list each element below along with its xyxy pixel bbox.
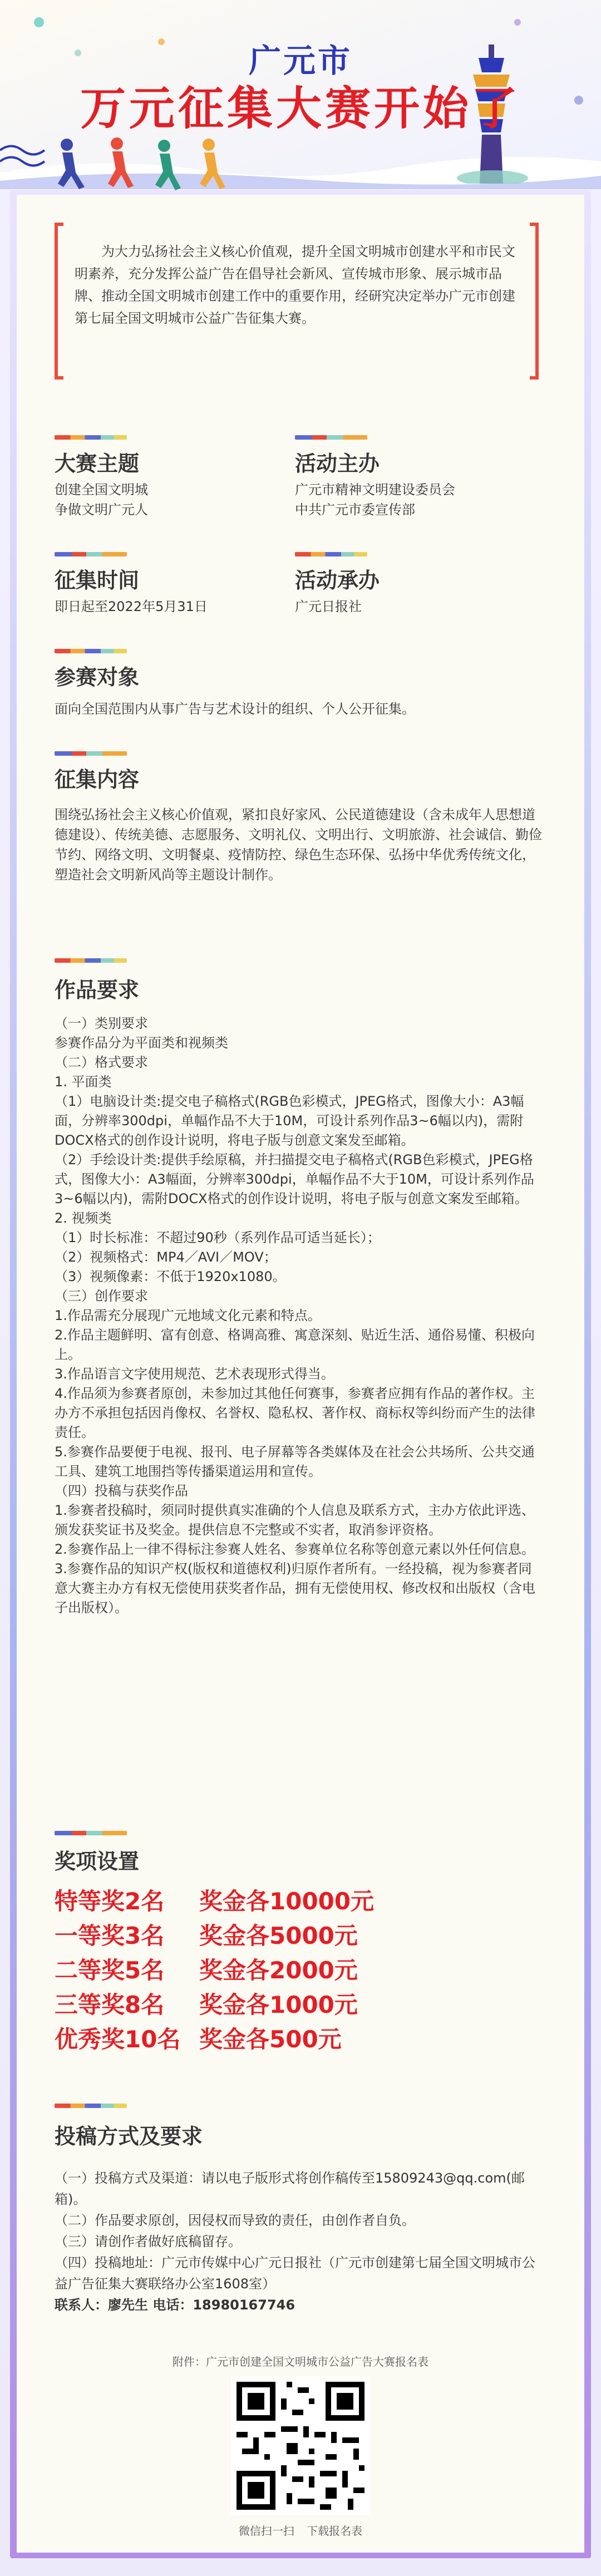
content-text: 围绕弘扬社会主义核心价值观，紧扣良好家风、公民道德建设（含未成年人思想道德建设）、传统美德、志愿服务、文明礼仪、文明出行、文明旅游、社会诚信、勤俭节约、网络文明、文明餐桌、疫情防控、绿色生态环保、弘扬中华优秀传统文化，塑造社会文明新风尚等主题设计制作。 [55,807,542,883]
prize-row [55,1918,358,1952]
req-line: 参赛作品分为平面类和视频类 [55,1035,228,1051]
submission-contact: 联系人：廖先生 电话：18980167746 [55,2297,295,2313]
submission-line: （三）请创作者做好底稿留存。 [55,2234,242,2249]
participants-text: 面向全国范围内从事广告与艺术设计的组织、个人公开征集。 [55,701,415,717]
period-title: 征集时间 [55,568,140,593]
theme-title: 大赛主题 [55,451,140,476]
undertaker-line: 广元日报社 [295,599,362,614]
section-color-bar [55,649,127,653]
req-line: （2）手绘设计类:提供手绘原稿，并扫描提交电子稿格式(RGB色彩模式，JPEG格式，图像大小：A3幅面，分辨率300dpi，单幅作品不大于10M，可设计系列作品3~6幅以内)，需附DOCX格式的创作设计说明，将电子版与创意文案发至邮箱。 [55,1152,534,1206]
section-color-bar [295,435,367,440]
period-line: 即日起至2022年5月31日 [55,599,208,614]
req-line: （二）格式要求 [55,1055,148,1070]
attachment-note: 附件：广元市创建全国文明城市公益广告大赛报名表 [173,2355,428,2368]
qr-code[interactable] [231,2376,370,2515]
prizes-title: 奖项设置 [55,1849,140,1874]
intro-paragraph: 为大力弘扬社会主义核心价值观，提升全国文明城市创建水平和市民文明素养，充分发挥公益广告在倡导社会新风、宣传城市形象、展示城市品牌、推动全国文明城市创建工作中的重要作用，经研究决定举办广元市创建第七届全国文明城市公益广告征集大赛。 [75,244,515,326]
qr-caption-download: 下载报名表 [307,2524,363,2538]
prize-row [55,1952,358,1987]
section-color-bar [55,751,127,756]
req-line: 2.作品主题鲜明、富有创意、格调高雅、寓意深刻、贴近生活、通俗易懂、积极向上。 [55,1327,535,1362]
participants-title: 参赛对象 [55,665,140,689]
requirements-title: 作品要求 [55,978,140,1002]
req-line: 5.参赛作品要便于电视、报刊、电子屏幕等各类媒体及在社会公共场所、公共交通工具、建筑工地围挡等传播渠道运用和宣传。 [55,1444,535,1479]
submission-line: （二）作品要求原创，因侵权而导致的责任，由创作者自负。 [55,2213,415,2228]
req-line: （四）投稿与获奖作品 [55,1483,188,1499]
req-line: （一）类别要求 [55,1016,148,1031]
req-line: （1）电脑设计类:提交电子稿格式(RGB色彩模式，JPEG格式，图像大小：A3幅面，分辨率300dpi，单幅作品不大于10M，可设计系列作品3~6幅以内)，需附DOCX格式的创作设计说明，将电子版与创意文案发至邮箱。 [55,1094,524,1148]
undertaker-title: 活动承办 [295,568,380,593]
req-line: 3.作品语言文字使用规范、艺术表现形式得当。 [55,1366,334,1382]
req-line: 3.参赛作品的知识产权(版权和道德权利)归原作者所有。一经投稿，视为参赛者同意大赛主办方有权无偿使用获奖者作品，拥有无偿使用权、修改权和出版权（含电子出版权）。 [55,1561,535,1615]
qr-caption-scan: 微信扫一扫 [238,2524,294,2538]
prize-name: 优秀奖10名 [55,2026,181,2053]
prize-row [55,1987,358,2021]
prize-name: 特等奖2名 [55,1888,165,1915]
hero-banner [0,0,601,189]
bracket-left [55,223,63,380]
prize-amount: 奖金各5000元 [199,1922,358,1949]
prize-name: 二等奖5名 [55,1957,165,1984]
req-line: 1.作品需充分展现广元地域文化元素和特点。 [55,1308,321,1323]
section-color-bar [55,552,127,556]
organizer-line-2: 中共广元市委宣传部 [295,502,415,518]
content-title: 征集内容 [55,767,140,792]
organizer-line-1: 广元市精神文明建设委员会 [295,482,455,498]
req-line: （3）视频像素：不低于1920x1080。 [55,1269,286,1284]
qr-caption [0,2522,601,2538]
qr-code-graphic [231,2376,370,2515]
req-line: 2.参赛作品上一律不得标注参赛人姓名、参赛单位名称等创意元素以外任何信息。 [55,1541,535,1557]
section-color-bar [295,552,367,556]
submission-line: （一）投稿方式及渠道：请以电子版形式将创作稿传至15809243@qq.com(邮箱)。 [55,2170,525,2207]
theme-line-2: 争做文明广元人 [55,502,148,518]
section-color-bar [55,958,127,963]
req-line: 1. 平面类 [55,1074,112,1090]
prize-amount: 奖金各2000元 [199,1957,358,1984]
submission-line: （四）投稿地址：广元市传媒中心广元日报社（广元市创建第七届全国文明城市公益广告征集大赛联络办公室1608室） [55,2255,535,2292]
req-line: 1.参赛者投稿时，须同时提供真实准确的个人信息及联系方式，主办方依此评选、颁发获奖证书及奖金。提供信息不完整或不实者，取消参评资格。 [55,1503,535,1538]
prize-name: 一等奖3名 [55,1922,165,1949]
organizer-title: 活动主办 [295,451,380,476]
req-line: （三）创作要求 [55,1288,148,1304]
section-color-bar [55,2104,127,2108]
hero-title-city: 广元市 [248,42,352,80]
req-line: 2. 视频类 [55,1210,112,1226]
submission-title: 投稿方式及要求 [55,2124,203,2149]
req-line: （1）时长标准：不超过90秒（系列作品可适当延长）； [55,1230,381,1245]
prize-name: 三等奖8名 [55,1991,165,2018]
requirements-list [55,1014,544,1618]
theme-line-1: 创建全国文明城 [55,482,148,498]
prize-row [55,2021,342,2056]
hero-title-main: 万元征集大赛开始了 [80,82,521,135]
prize-amount: 奖金各10000元 [199,1888,375,1915]
req-line: （2）视频格式：MP4／AVI／MOV； [55,1249,277,1265]
req-line: 4.作品须为参赛者原创，未参加过其他任何赛事，参赛者应拥有作品的著作权。主办方不承担包括因肖像权、名誉权、隐私权、著作权、商标权等纠纷而产生的法律责任。 [55,1386,535,1440]
bracket-right [530,223,539,380]
prize-row [55,1883,374,1918]
prize-amount: 奖金各1000元 [199,1991,358,2018]
section-color-bar [55,435,127,440]
submission-list [55,2168,544,2316]
prize-amount: 奖金各500元 [199,2026,342,2053]
section-color-bar [55,1831,127,1835]
